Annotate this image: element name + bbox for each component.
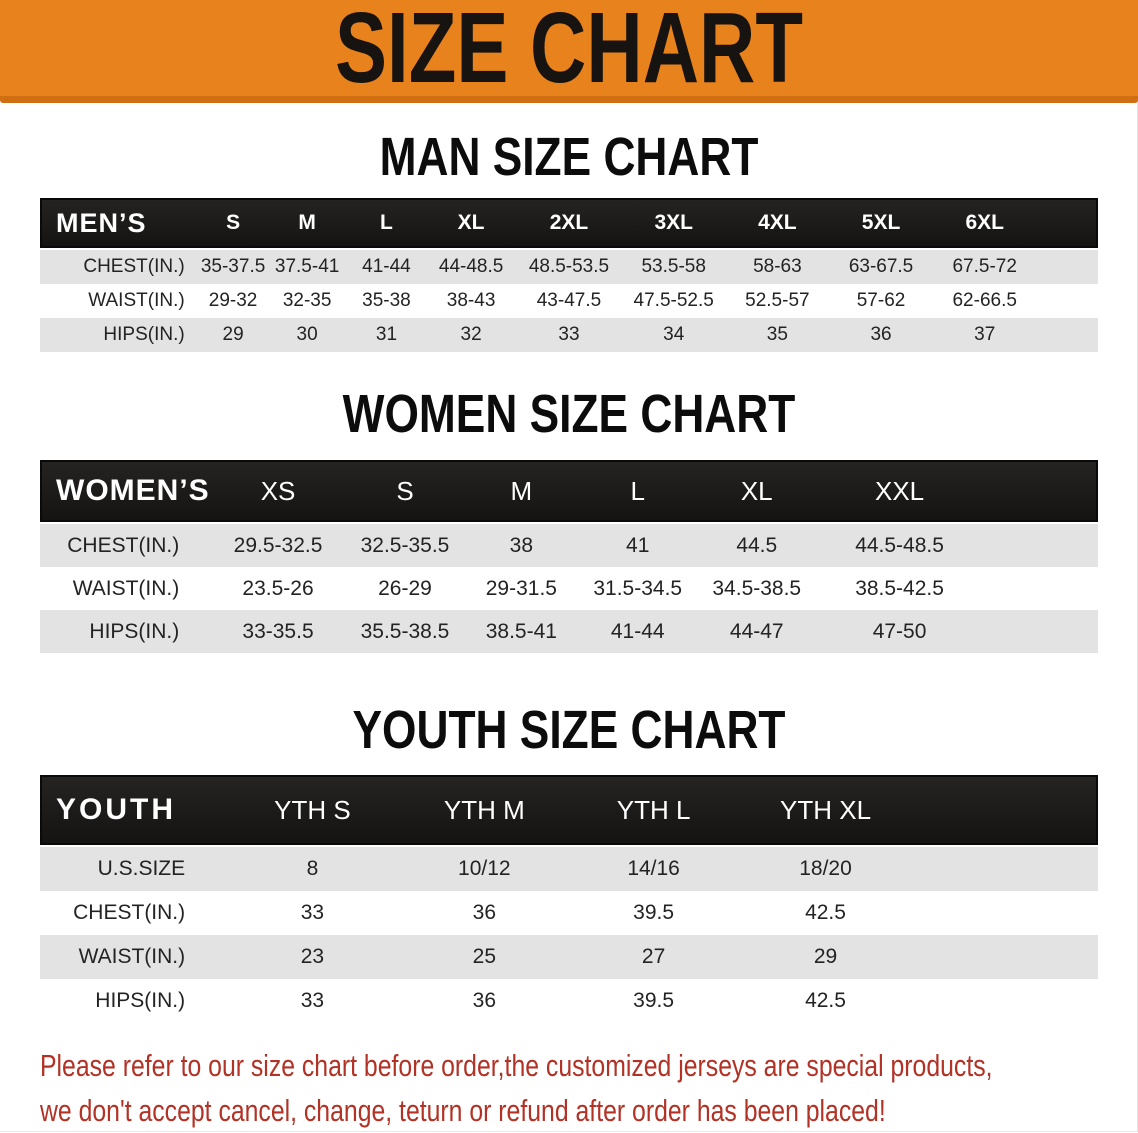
size-value: 44.5 xyxy=(736,533,778,557)
size-value: 43-47.5 xyxy=(536,290,602,311)
size-value: 35.5-38.5 xyxy=(360,619,450,643)
size-table xyxy=(40,198,1098,352)
section-heading: MAN SIZE CHART xyxy=(379,127,759,187)
section-heading: YOUTH SIZE CHART xyxy=(352,700,786,760)
disclaimer-line-1: Please refer to our size chart before order,the customized jerseys are special products, xyxy=(40,1048,993,1083)
size-section xyxy=(0,384,1138,653)
size-value: 52.5-57 xyxy=(745,290,810,311)
size-column-header: YTH XL xyxy=(780,794,872,825)
row-label: WAIST(IN.) xyxy=(78,945,186,968)
size-value: 34 xyxy=(663,324,685,345)
size-value: 35 xyxy=(766,324,788,345)
size-column-header: M xyxy=(510,475,533,506)
table-header-row xyxy=(40,198,1098,248)
size-value: 41-44 xyxy=(610,619,665,643)
row-label: HIPS(IN.) xyxy=(95,989,186,1012)
size-value: 39.5 xyxy=(633,901,675,924)
measurement-row xyxy=(40,891,1098,935)
measurement-row xyxy=(40,979,1098,1023)
size-column-header: 2XL xyxy=(549,211,589,234)
size-value: 18/20 xyxy=(799,857,852,880)
size-column-header: L xyxy=(630,475,645,506)
measurement-row xyxy=(40,250,1098,284)
size-value: 29.5-32.5 xyxy=(233,533,323,557)
row-label: CHEST(IN.) xyxy=(83,256,185,277)
measurement-row xyxy=(40,847,1098,891)
size-value: 33 xyxy=(300,989,325,1012)
row-label: HIPS(IN.) xyxy=(89,619,180,643)
size-value: 36 xyxy=(870,324,892,345)
size-column-header: S xyxy=(226,211,241,234)
row-label: CHEST(IN.) xyxy=(67,533,180,557)
size-column-header: L xyxy=(380,211,393,234)
size-value: 38.5-41 xyxy=(485,619,557,643)
row-label: CHEST(IN.) xyxy=(73,901,186,924)
size-value: 31 xyxy=(375,324,398,345)
banner-title: SIZE CHART xyxy=(335,0,803,104)
size-value: 42.5 xyxy=(805,901,846,924)
section-heading-wrap xyxy=(0,384,1138,444)
measurement-row xyxy=(40,284,1098,318)
section-heading: WOMEN SIZE CHART xyxy=(342,384,796,444)
size-value: 29 xyxy=(222,324,244,345)
table-header-row xyxy=(40,460,1098,522)
size-column-header: 6XL xyxy=(965,211,1004,234)
banner xyxy=(0,0,1138,103)
row-label: HIPS(IN.) xyxy=(103,324,185,345)
size-value: 44-48.5 xyxy=(438,256,504,277)
size-value: 10/12 xyxy=(458,857,511,880)
size-value: 48.5-53.5 xyxy=(528,256,610,277)
size-section xyxy=(0,127,1138,352)
size-value: 53.5-58 xyxy=(641,256,706,277)
size-column-header: XL xyxy=(457,211,485,234)
size-value: 37 xyxy=(974,324,996,345)
measurement-row xyxy=(40,567,1098,610)
size-value: 37.5-41 xyxy=(274,256,340,277)
size-value: 41 xyxy=(626,533,650,557)
size-value: 62-66.5 xyxy=(952,290,1017,311)
size-value: 38 xyxy=(509,533,534,557)
size-value: 38.5-42.5 xyxy=(855,576,944,600)
measurement-row xyxy=(40,935,1098,979)
size-value: 36 xyxy=(472,989,497,1012)
size-value: 47.5-52.5 xyxy=(633,290,714,311)
size-value: 31.5-34.5 xyxy=(593,576,683,600)
size-value: 41-44 xyxy=(362,256,411,277)
table-corner-label: WOMEN’S xyxy=(56,474,210,507)
size-value: 32.5-35.5 xyxy=(360,533,450,557)
table-corner-label: MEN’S xyxy=(56,207,147,238)
size-value: 23 xyxy=(300,945,325,968)
size-value: 42.5 xyxy=(805,989,846,1012)
size-value: 35-37.5 xyxy=(200,256,266,277)
row-label: WAIST(IN.) xyxy=(88,290,185,311)
size-column-header: XXL xyxy=(874,475,925,506)
size-section xyxy=(0,700,1138,1023)
size-value: 33 xyxy=(558,324,580,345)
size-value: 30 xyxy=(296,324,318,345)
size-value: 33 xyxy=(300,901,325,924)
size-value: 14/16 xyxy=(627,857,680,880)
size-column-header: YTH S xyxy=(274,794,351,825)
size-value: 36 xyxy=(472,901,497,924)
size-value: 39.5 xyxy=(633,989,675,1012)
size-value: 34.5-38.5 xyxy=(712,576,802,600)
table-header-row xyxy=(40,775,1098,845)
measurement-row xyxy=(40,318,1098,352)
measurement-row xyxy=(40,610,1098,653)
size-value: 32-35 xyxy=(282,290,332,311)
size-table xyxy=(40,775,1098,1023)
size-value: 23.5-26 xyxy=(242,576,314,600)
size-value: 35-38 xyxy=(362,290,411,311)
size-column-header: 4XL xyxy=(758,211,797,234)
disclaimer-line-2: we don't accept cancel, change, teturn or refund after order has been placed! xyxy=(40,1093,886,1128)
size-value: 29 xyxy=(813,945,838,968)
size-value: 63-67.5 xyxy=(848,256,914,277)
size-value: 38-43 xyxy=(446,290,496,311)
disclaimer xyxy=(40,1043,1138,1133)
section-heading-wrap xyxy=(0,700,1138,760)
size-value: 32 xyxy=(460,324,482,345)
size-value: 33-35.5 xyxy=(242,619,314,643)
size-column-header: YTH L xyxy=(616,794,691,825)
size-column-header: XS xyxy=(260,475,296,506)
measurement-row xyxy=(40,524,1098,567)
size-column-header: 5XL xyxy=(861,211,901,234)
size-value: 44-47 xyxy=(729,619,784,643)
sections xyxy=(0,127,1138,1023)
size-column-header: YTH M xyxy=(443,794,525,825)
size-value: 25 xyxy=(472,945,497,968)
size-column-header: M xyxy=(298,211,316,234)
row-label: WAIST(IN.) xyxy=(72,576,180,600)
size-value: 26-29 xyxy=(378,576,432,600)
size-value: 44.5-48.5 xyxy=(855,533,944,557)
row-label: U.S.SIZE xyxy=(97,857,186,880)
size-value: 57-62 xyxy=(856,290,906,311)
size-column-header: XL xyxy=(740,475,773,506)
size-table xyxy=(40,460,1098,653)
size-column-header: 3XL xyxy=(654,211,693,234)
size-value: 8 xyxy=(306,857,319,880)
size-value: 67.5-72 xyxy=(952,256,1017,277)
size-value: 27 xyxy=(641,945,666,968)
table-corner-label: YOUTH xyxy=(56,793,176,826)
size-value: 47-50 xyxy=(872,619,927,643)
section-heading-wrap xyxy=(0,127,1138,187)
size-value: 58-63 xyxy=(753,256,802,277)
size-value: 29-32 xyxy=(208,290,258,311)
size-column-header: S xyxy=(396,475,414,506)
size-value: 29-31.5 xyxy=(485,576,557,600)
